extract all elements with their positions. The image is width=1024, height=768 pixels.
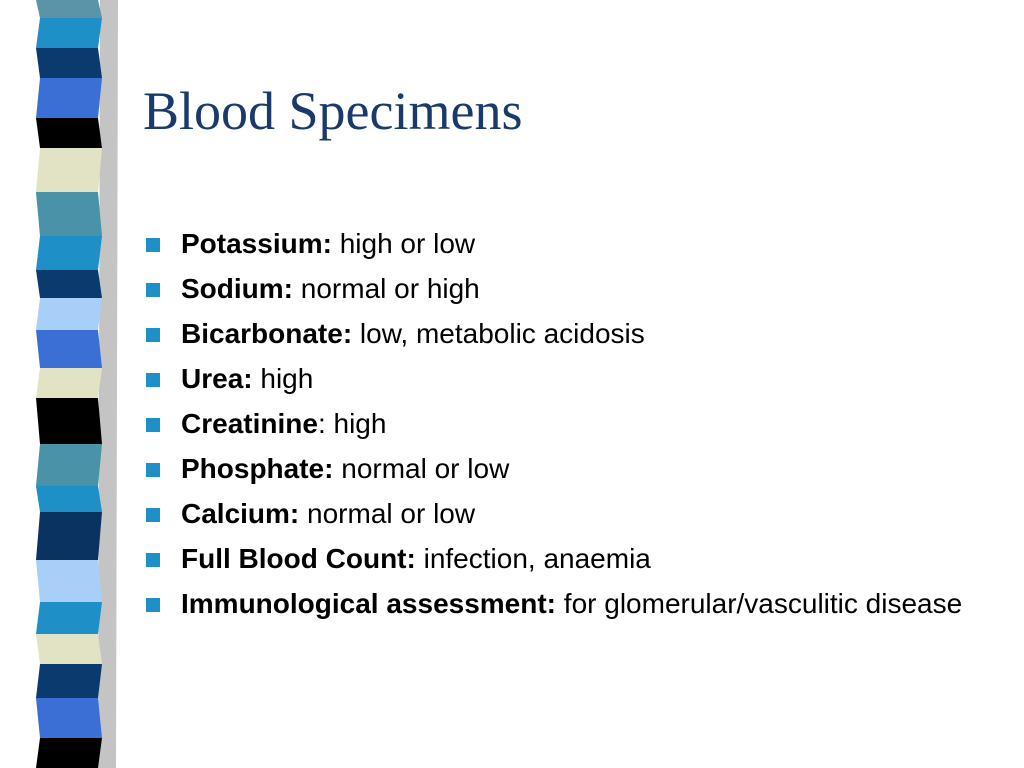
stripe-band xyxy=(36,368,102,398)
bullet-description: infection, anaemia xyxy=(415,543,651,574)
square-bullet-icon xyxy=(146,373,160,387)
square-bullet-icon xyxy=(146,283,160,297)
slide-title: Blood Specimens xyxy=(143,81,523,141)
bullet-item-calcium xyxy=(143,496,1003,532)
stripe-band xyxy=(36,48,102,78)
stripe-band xyxy=(36,634,102,664)
bullet-term: Immunological assessment: xyxy=(181,588,557,619)
stripe-band xyxy=(36,560,102,602)
stripe-band xyxy=(36,738,102,768)
bullet-term: Sodium: xyxy=(181,273,293,304)
square-bullet-icon xyxy=(146,598,160,612)
bullet-item-creatinine xyxy=(143,406,1003,442)
bullet-description: high xyxy=(252,363,314,394)
stripe-band xyxy=(36,298,102,330)
square-bullet-icon xyxy=(146,553,160,567)
stripe-band xyxy=(36,486,102,512)
bullet-item-urea xyxy=(143,361,1003,397)
bullet-item-immunological-assessment xyxy=(143,586,1003,622)
bullet-item-full-blood-count xyxy=(143,541,1003,577)
bullet-description: low, metabolic acidosis xyxy=(352,318,645,349)
bullet-term: Full Blood Count: xyxy=(181,543,416,574)
stripe-band xyxy=(36,192,102,236)
bullet-term: Calcium: xyxy=(181,498,300,529)
stripe-band xyxy=(36,664,102,698)
bullet-item-potassium xyxy=(143,226,1003,262)
stripe-band xyxy=(36,18,102,48)
stripe-shadow xyxy=(98,0,118,768)
stripe-band xyxy=(36,0,102,18)
stripe-band xyxy=(36,78,102,118)
bullet-term: Bicarbonate: xyxy=(181,318,353,349)
square-bullet-icon xyxy=(146,463,160,477)
stripe-band xyxy=(36,118,102,148)
stripe-band xyxy=(36,270,102,298)
stripe-band xyxy=(36,398,102,444)
square-bullet-icon xyxy=(146,418,160,432)
bullet-item-sodium xyxy=(143,271,1003,307)
bullet-item-bicarbonate xyxy=(143,316,1003,352)
square-bullet-icon xyxy=(146,328,160,342)
stripe-band xyxy=(36,236,102,270)
bullet-term: Phosphate: xyxy=(181,453,334,484)
bullet-item-phosphate xyxy=(143,451,1003,487)
stripe-band xyxy=(36,512,102,560)
decorative-stripe-band xyxy=(30,0,118,768)
bullet-description: : high xyxy=(317,408,387,439)
bullet-description: normal or low xyxy=(299,498,476,529)
stripe-band xyxy=(36,602,102,634)
bullet-description: normal or low xyxy=(333,453,510,484)
bullet-term: Potassium: xyxy=(181,228,332,259)
bullet-term: Urea: xyxy=(181,363,253,394)
stripe-band xyxy=(36,698,102,738)
bullet-term: Creatinine xyxy=(181,408,318,439)
stripe-band xyxy=(36,330,102,368)
bullet-description: high or low xyxy=(331,228,476,259)
bullet-description: normal or high xyxy=(293,273,480,304)
bullet-list xyxy=(143,226,1003,631)
square-bullet-icon xyxy=(146,238,160,252)
square-bullet-icon xyxy=(146,508,160,522)
stripe-band xyxy=(36,148,102,192)
stripe-band xyxy=(36,444,102,486)
bullet-description: for glomerular/vasculitic disease xyxy=(556,588,963,619)
